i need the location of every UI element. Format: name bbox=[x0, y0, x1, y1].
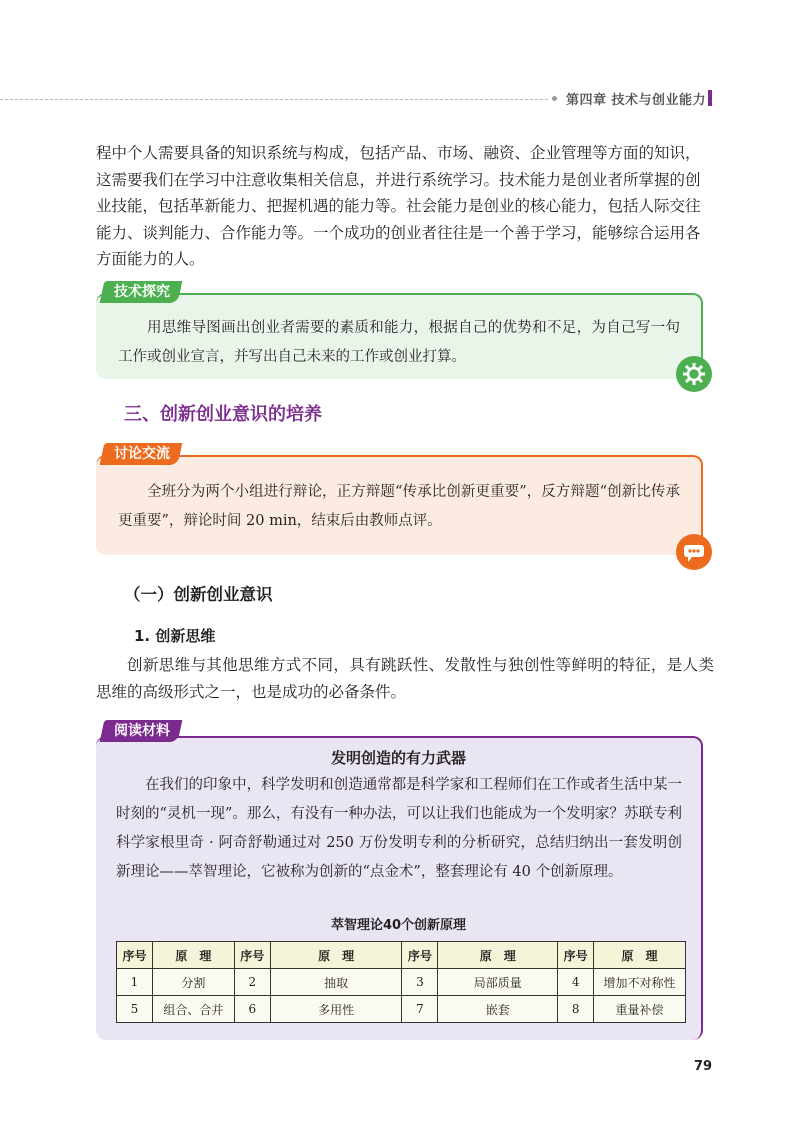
table-header-cell: 原 理 bbox=[270, 942, 402, 969]
reading-text: 在我们的印象中，科学发明和创造通常都是科学家和工程师们在工作或者生活中某一时刻的“灵机一现”。那么，有没有一种办法，可以让我们也能成为一个发明家？苏联专利科学家根里奇 · 阿奇舒勒通过对 250 万份发明专利的分析研究，总结归纳出一套发明创新理论——萃智理论，它被称为创新的“点金术”，整套理论有 40 个创新原理。 bbox=[116, 777, 682, 880]
table-cell: 重量补偿 bbox=[594, 996, 686, 1023]
table-header-cell: 原 理 bbox=[594, 942, 686, 969]
table-header-row bbox=[117, 942, 686, 969]
table-cell: 6 bbox=[234, 996, 270, 1023]
chat-bubble-icon bbox=[676, 534, 712, 570]
table-cell: 3 bbox=[402, 969, 438, 996]
table-cell: 嵌套 bbox=[438, 996, 558, 1023]
table-header-cell: 序号 bbox=[558, 942, 594, 969]
table-header-cell: 原 理 bbox=[438, 942, 558, 969]
table-cell: 抽取 bbox=[270, 969, 402, 996]
explore-tag: 技术探究 bbox=[100, 281, 183, 303]
discuss-tag: 讨论交流 bbox=[100, 443, 183, 465]
table-cell: 组合、合并 bbox=[152, 996, 234, 1023]
principles-table bbox=[116, 941, 686, 1023]
table-row bbox=[117, 969, 686, 996]
page-number: 79 bbox=[694, 1059, 713, 1074]
intro-line: 程中个人需要具备的知识系统与构成，包括产品、市场、融资、企业管理等方面的知识， bbox=[96, 144, 701, 162]
header-rule bbox=[0, 99, 548, 100]
discuss-text: 全班分为两个小组进行辩论，正方辩题“传承比创新更重要”，反方辩题“创新比传承更重要”，辩论时间 20 min，结束后由教师点评。 bbox=[118, 484, 680, 529]
table-cell: 增加不对称性 bbox=[594, 969, 686, 996]
table-header-cell: 序号 bbox=[117, 942, 153, 969]
chapter-title: 第四章 技术与创业能力 bbox=[566, 93, 707, 108]
table-cell: 1 bbox=[117, 969, 153, 996]
intro-line: 方面能力的人。 bbox=[96, 250, 205, 268]
table-cell: 7 bbox=[402, 996, 438, 1023]
subsection-heading: （一）创新创业意识 bbox=[124, 585, 273, 604]
reading-title: 发明创造的有力武器 bbox=[330, 749, 466, 767]
intro-line: 业技能，包括革新能力、把握机遇的能力等。社会能力是创业的核心能力，包括人际交往 bbox=[96, 197, 701, 215]
section-heading: 三、创新创业意识的培养 bbox=[124, 404, 322, 425]
table-header-cell: 原 理 bbox=[152, 942, 234, 969]
table-row bbox=[117, 996, 686, 1023]
table-cell: 8 bbox=[558, 996, 594, 1023]
chapter-bar bbox=[708, 90, 712, 106]
table-cell: 多用性 bbox=[270, 996, 402, 1023]
intro-paragraph bbox=[96, 140, 714, 273]
header-dot bbox=[552, 96, 557, 101]
table-title: 萃智理论40个创新原理 bbox=[330, 918, 467, 933]
table-cell: 局部质量 bbox=[438, 969, 558, 996]
intro-line: 这需要我们在学习中注意收集相关信息，并进行系统学习。技术能力是创业者所掌握的创 bbox=[96, 170, 701, 189]
table-header-cell: 序号 bbox=[234, 942, 270, 969]
table-header-cell: 序号 bbox=[402, 942, 438, 969]
intro-line: 能力、谈判能力、合作能力等。一个成功的创业者往往是一个善于学习，能够综合运用各 bbox=[96, 223, 701, 242]
table-cell: 4 bbox=[558, 969, 594, 996]
table-cell: 5 bbox=[117, 996, 153, 1023]
table-cell: 2 bbox=[234, 969, 270, 996]
explore-text: 用思维导图画出创业者需要的素质和能力，根据自己的优势和不足，为自己写一句工作或创业宣言，并写出自己未来的工作或创业打算。 bbox=[118, 320, 680, 365]
reading-tag: 阅读材料 bbox=[100, 720, 183, 742]
table-cell: 分割 bbox=[152, 969, 234, 996]
item-heading: 1. 创新思维 bbox=[134, 627, 216, 645]
gear-icon bbox=[676, 356, 712, 392]
item-paragraph: 创新思维与其他思维方式不同，具有跳跃性、发散性与独创性等鲜明的特征，是人类思维的高级形式之一，也是成功的必备条件。 bbox=[96, 656, 714, 701]
